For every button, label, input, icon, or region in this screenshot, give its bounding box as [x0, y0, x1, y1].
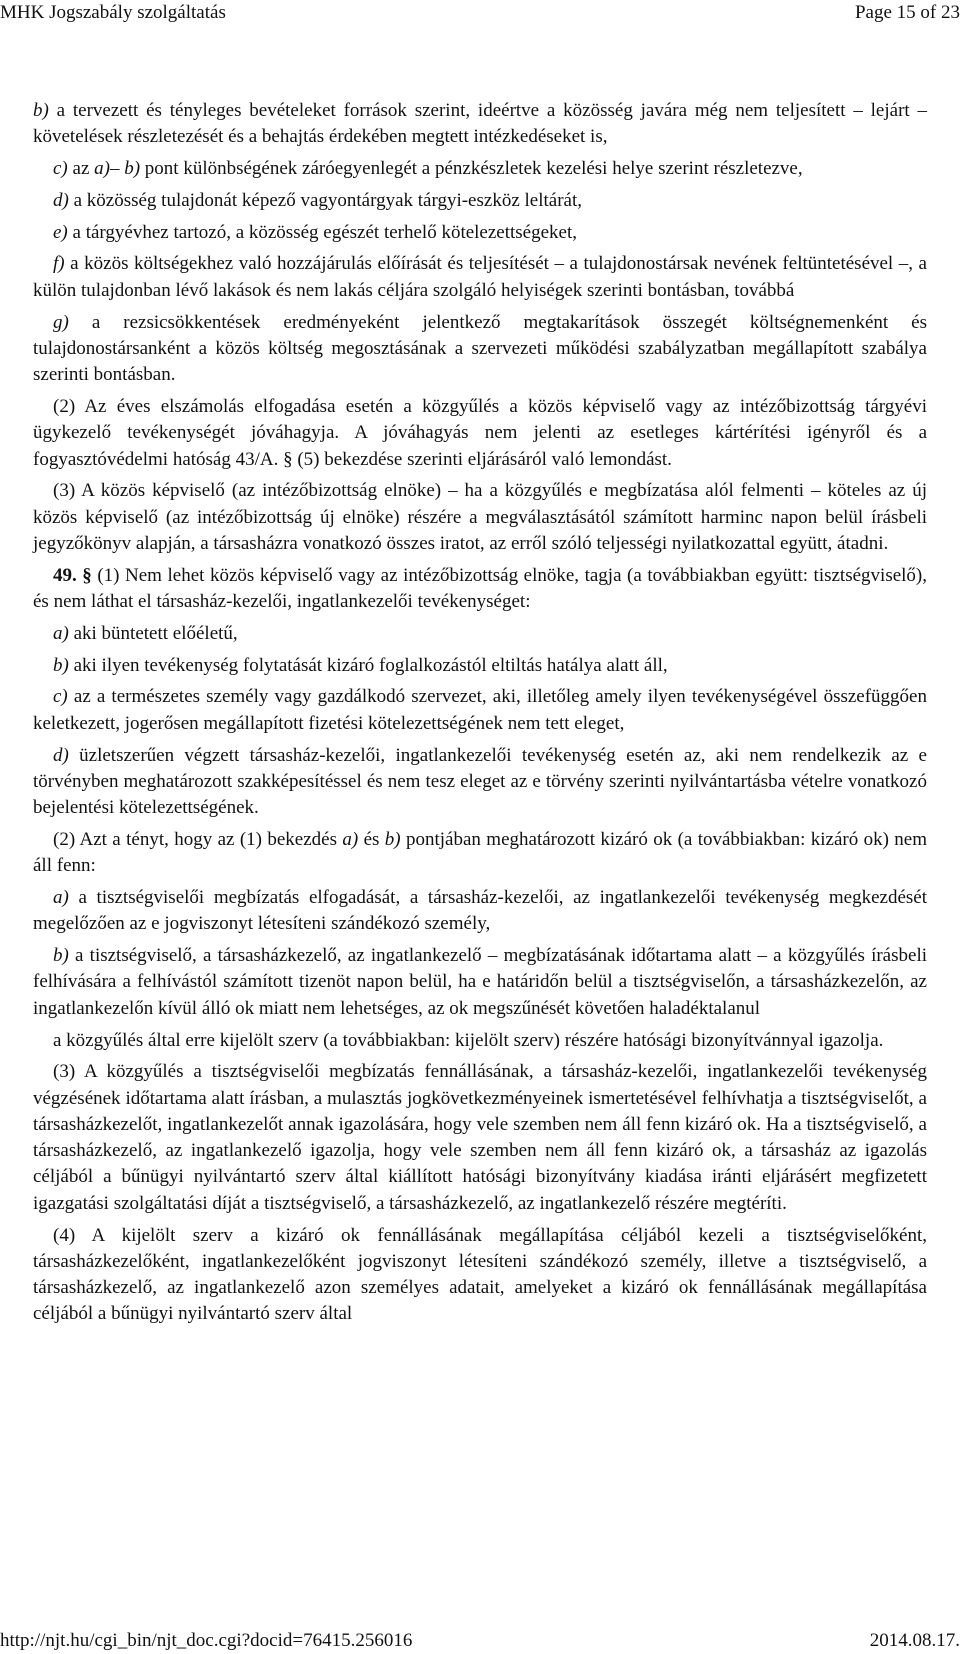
item-label: b) — [53, 654, 69, 676]
s49-p2-item-b — [33, 943, 927, 1022]
section-number: 49. § — [53, 564, 92, 586]
para-text: pontjában meghatározott kizáró ok (a továbbiakban: kizáró ok) nem áll fenn: — [33, 828, 927, 877]
item-label: b) — [53, 945, 69, 967]
paragraph-3: (3) A közös képviselő (az intézőbizottság elnöke) – ha a közgyűlés e megbízatása alól felmenti – köteles az új közös képviselő (az intézőbizottság új elnöke) részére a megválasztásától számított harminc napon belül írásbeli jegyzőkönyv alapján, a társasházra vonatkozó összes iratot, az erről szóló teljességi nyilatkozattal együtt, átadni. — [33, 480, 927, 554]
item-g — [33, 310, 927, 389]
s49-paragraph-2 — [33, 827, 927, 880]
item-text: a tervezett és tényleges bevételeket források szerint, ideértve a közösség javára még nem teljesített – lejárt – követelések részletezését és a behajtás érdekében megtett intézkedéseket is, — [33, 100, 927, 148]
paragraph-2: (2) Az éves elszámolás elfogadása esetén a közgyűlés a közös képviselő vagy az intézőbizottság tárgyévi ügykezelő tevékenységét jóváhagyja. A jóváhagyás nem jelenti az esetleges kártérítési igényről és a fogyasztóvédelmi hatóság 43/A. § (5) bekezdése szerinti eljárásáról való lemondást. — [33, 395, 927, 470]
page-number: Page 15 of 23 — [854, 2, 960, 23]
footer-url: http://njt.hu/cgi_bin/njt_doc.cgi?docid=76415.256016 — [0, 1630, 413, 1651]
s49-item-b — [33, 653, 927, 679]
item-text: – — [109, 158, 125, 180]
item-e — [33, 220, 927, 246]
item-text: a tisztségviselő, a társasházkezelő, az ingatlankezelő – megbízatásának időtartama alatt – a közgyűlés írásbeli felhívására a felhívástól számított tizenöt napon belül, ha e határidőn belül a tisztségviselőn, a társasházkezelőn, az ingatlankezelőn kívül álló ok miatt nem lehetséges, az ok megszűnését követően haladéktalanul — [33, 945, 927, 1019]
item-text: üzletszerűen végzett társasház-kezelői, ingatlankezelői tevékenység esetén az, aki nem rendelkezik az e törvényben meghatározott szakképesítéssel és nem tesz eleget az e törvény szerinti nyilvántartásba vételre vonatkozó bejelentési kötelezettségének. — [33, 744, 927, 819]
item-label: g) — [53, 311, 69, 333]
item-label: e) — [53, 221, 68, 243]
section-text: (1) Nem lehet közös képviselő vagy az intézőbizottság elnöke, tagja (a továbbiakban együtt: tisztségviselő), és nem láthat el társasház-kezelői, ingatlankezelői tevékenységet: — [33, 564, 927, 613]
item-text: a rezsicsökkentések eredményeként jelentkező megtakarítások összegét költségnemenként és tulajdonostársanként a közös költség megosztásának a szervezeti működési szabályzatban megállapított szabálya szerinti bontásban. — [33, 311, 927, 386]
s49-item-d — [33, 743, 927, 822]
item-d — [33, 188, 927, 214]
s49-p2-tail: a közgyűlés által erre kijelölt szerv (a továbbiakban: kijelölt szerv) részére hatósági bizonyítvánnyal igazolja. — [53, 1029, 884, 1051]
item-text: a közös költségekhez való hozzájárulás előírását és teljesítését – a tulajdonostársak nevének feltüntetésével –, a külön tulajdonban lévő lakások és nem lakás céljára szolgáló helyiségek szerinti bontásban, továbbá — [33, 253, 927, 301]
item-c — [33, 156, 927, 182]
document-body — [33, 98, 927, 1333]
item-text: az — [67, 158, 95, 180]
item-label: c) — [53, 158, 68, 180]
item-text: a tisztségviselői megbízatás elfogadását, a társasház-kezelői, az ingatlankezelői tevékenység megkezdését megelőzően az e jogviszonyt létesíteni szándékozó személy, — [33, 887, 927, 935]
item-text: aki ilyen tevékenység folytatását kizáró foglalkozástól eltiltás hatálya alatt áll, — [68, 654, 668, 676]
para-text: (2) Azt a tényt, hogy az (1) bekezdés — [53, 828, 343, 850]
item-label: b) — [33, 100, 49, 121]
ref: a) — [94, 158, 110, 180]
item-label: a) — [53, 622, 69, 644]
item-label: f) — [53, 253, 65, 275]
item-text: a közösség tulajdonát képező vagyontárgyak tárgyi-eszköz leltárát, — [68, 189, 582, 211]
s49-paragraph-3: (3) A közgyűlés a tisztségviselői megbízatás fennállásának, a társasház-kezelői, ingatlankezelői tevékenység végzésének időtartama alatt írásban, a mulasztás jogkövetkezményeinek ismertetésével felhívhatja a tisztségviselőt, a társasházkezelőt, ingatlankezelőt annak igazolására, hogy vele szemben nem áll fenn kizáró ok. Ha a tisztségviselő, a társasházkezelő, az ingatlankezelő igazolja, hogy vele szemben nem áll fenn kizáró ok, a társasház az igazolás céljából a bűnügyi nyilvántartó szerv által kiállított hatósági bizonyítvány kiadása iránti eljárásért megfizetett igazgatási szolgáltatási díját a tisztségviselő, a társasházkezelő, az ingatlankezelő részére megtéríti. — [33, 1061, 927, 1214]
s49-item-c — [33, 684, 927, 737]
item-label: d) — [53, 744, 69, 766]
section-49 — [33, 563, 927, 616]
item-text: a tárgyévhez tartozó, a közösség egészét terhelő kötelezettségeket, — [67, 221, 578, 243]
item-text: aki büntetett előéletű, — [68, 622, 238, 644]
para-text: és — [358, 828, 385, 850]
item-b — [33, 98, 927, 151]
item-label: c) — [53, 686, 68, 708]
item-text: az a természetes személy vagy gazdálkodó szervezet, aki, illetőleg amely ilyen tevékenységével összefüggően keletkezett, jogerősen megállapított fizetési kötelezettségének nem tett eleget, — [33, 686, 927, 734]
item-f — [33, 251, 927, 304]
s49-p2-item-a — [33, 885, 927, 938]
item-text: pont különbségének záróegyenlegét a pénzkészletek kezelési helye szerint részletezve, — [140, 158, 803, 180]
ref: b) — [124, 158, 141, 180]
header-title: MHK Jogszabály szolgáltatás — [0, 2, 226, 23]
footer-date: 2014.08.17. — [869, 1630, 960, 1651]
s49-item-a — [33, 621, 927, 647]
ref: a) — [342, 828, 359, 850]
item-label: d) — [53, 189, 69, 211]
item-label: a) — [53, 887, 69, 909]
s49-paragraph-4: (4) A kijelölt szerv a kizáró ok fennállásának megállapítása céljából kezeli a tisztségviselőként, társasházkezelőként, ingatlankezelőként jogviszonyt létesíteni szándékozó személy, illetve a tisztségviselő, a társasházkezelő, az ingatlankezelő azon személyes adatait, amelyeket a kizáró ok fennállásának megállapítása céljából a bűnügyi nyilvántartó szerv által — [33, 1224, 927, 1325]
ref: b) — [384, 828, 401, 850]
